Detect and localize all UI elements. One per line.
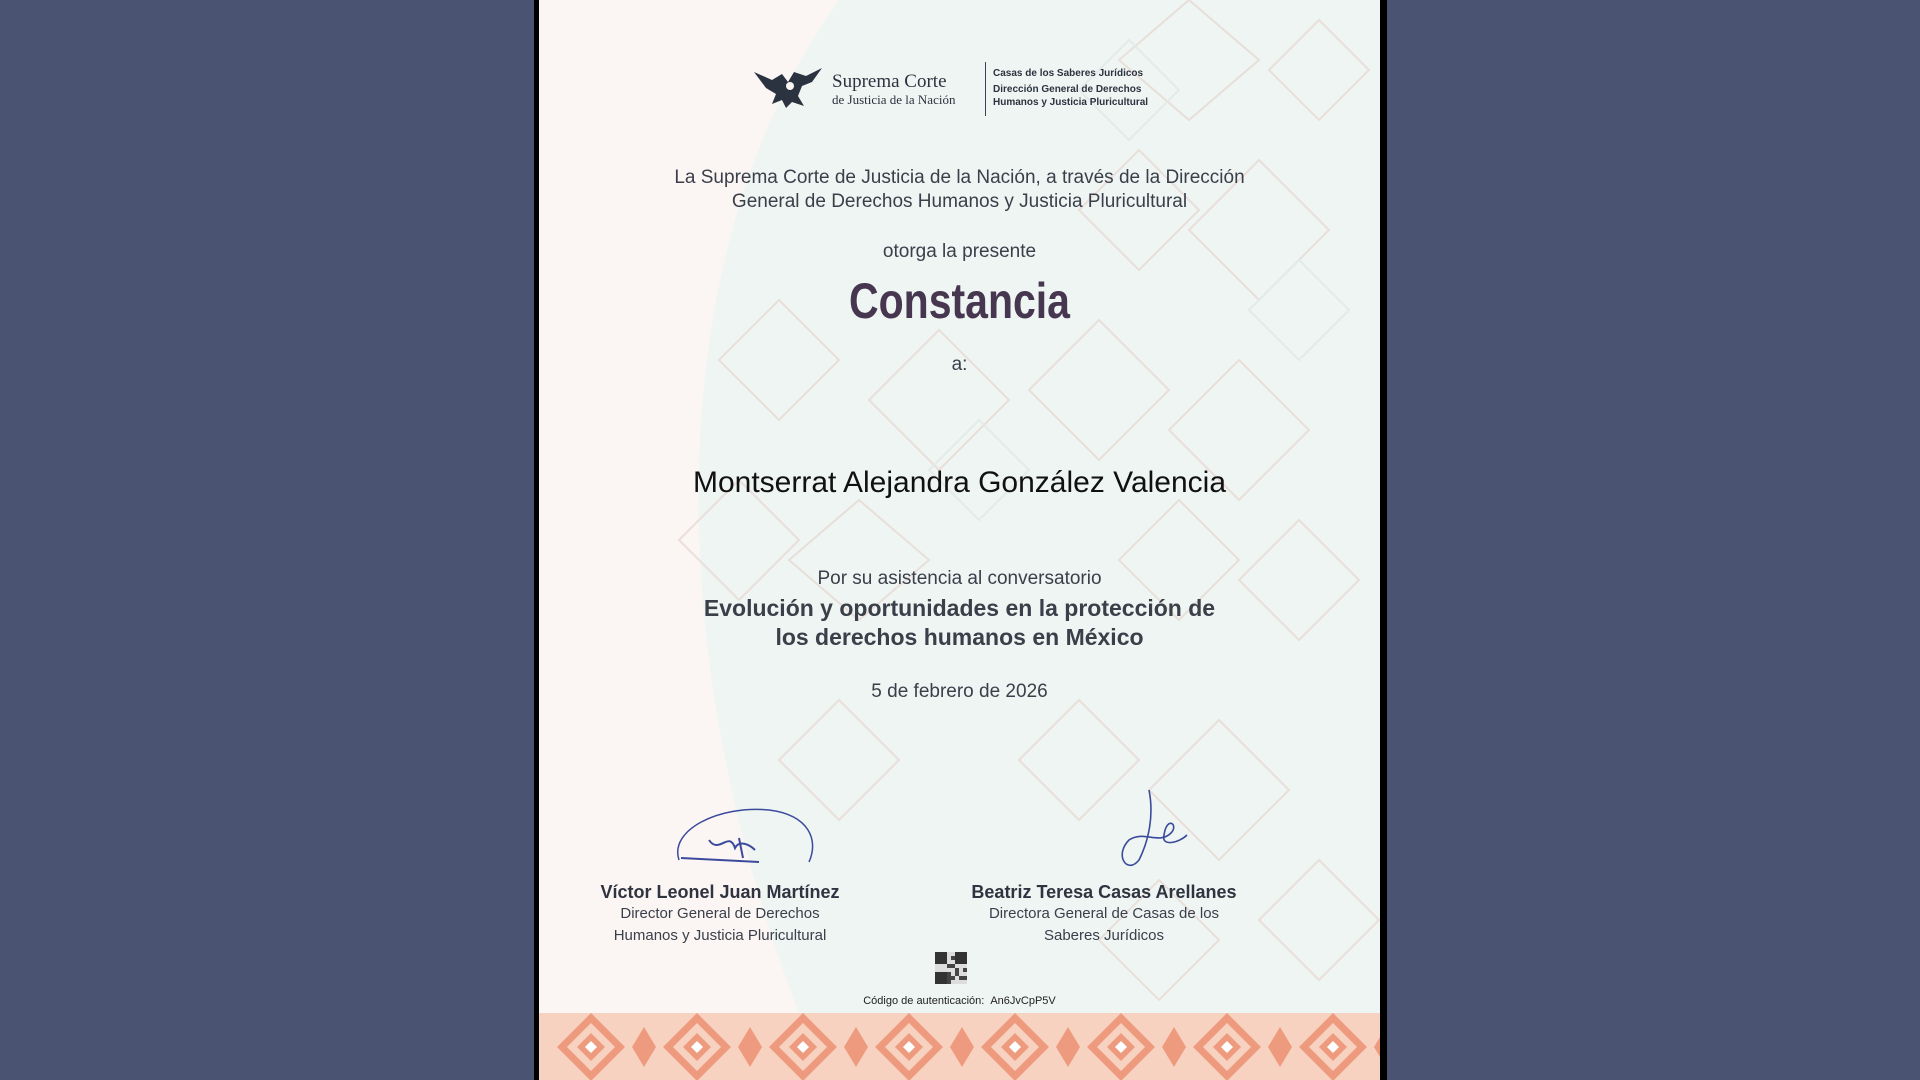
scjn-subname: de Justicia de la Nación (832, 92, 956, 107)
recipient-name: Montserrat Alejandra González Valencia (692, 466, 1227, 499)
signer-beatriz (944, 882, 1264, 947)
signer-role-line: Saberes Jurídicos (1043, 927, 1165, 944)
casas-logo-line-2: Dirección General de Derechos (993, 84, 1142, 95)
signer-role-line: Humanos y Justicia Pluricultural (613, 927, 827, 944)
decorative-border-band (539, 1013, 1380, 1080)
auth-label: Código de autenticación: (863, 995, 985, 1007)
header-logos (752, 62, 1152, 120)
eagle-emblem-icon (752, 66, 824, 110)
certificate-page (539, 0, 1380, 1080)
event-title-line-2: los derechos humanos en México (775, 624, 1144, 650)
attendance-text: Por su asistencia al conversatorio (817, 568, 1102, 589)
intro-line-1: La Suprema Corte de Justicia de la Nación, a través de la Dirección (674, 167, 1245, 188)
signer-name: Beatriz Teresa Casas Arellanes (971, 882, 1237, 902)
event-title-line-1: Evolución y oportunidades en la protección de (703, 595, 1216, 621)
signer-victor (560, 882, 880, 947)
certificate-title: Constancia (848, 273, 1070, 329)
signer-role-line: Directora General de Casas de los (988, 905, 1220, 922)
recipient-prefix: a: (951, 354, 968, 375)
casas-logo-line-3: Humanos y Justicia Pluricultural (993, 97, 1149, 108)
intro-line-2: General de Derechos Humanos y Justicia Pluricultural (731, 191, 1188, 212)
signature-victor (669, 800, 819, 870)
otorga-text: otorga la presente (882, 241, 1037, 262)
authentication-code (539, 995, 1380, 1007)
signature-beatriz (1109, 785, 1199, 870)
signer-name: Víctor Leonel Juan Martínez (600, 882, 840, 902)
auth-code-value: An6JvCpP5V (990, 995, 1056, 1007)
scjn-name: Suprema Corte (832, 71, 947, 92)
viewer-frame-right (1380, 0, 1387, 1080)
casas-logo-line-1: Casas de los Saberes Jurídicos (993, 68, 1144, 79)
event-date: 5 de febrero de 2026 (871, 681, 1048, 702)
qr-code-icon (935, 952, 967, 984)
signer-role-line: Director General de Derechos (620, 905, 820, 922)
logo-divider (985, 62, 986, 116)
